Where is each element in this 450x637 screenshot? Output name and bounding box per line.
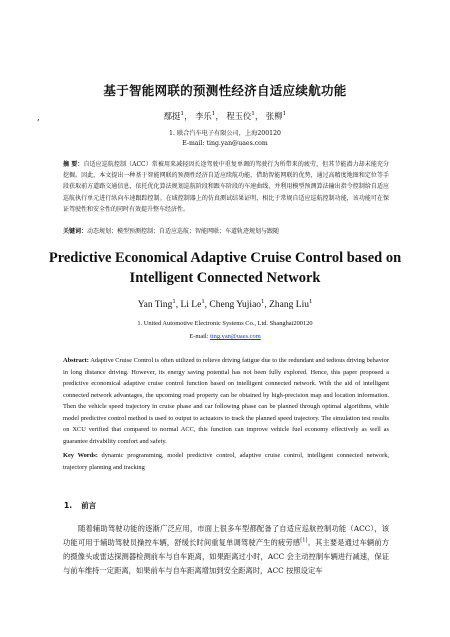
- abstract-text: 自适应巡航控制（ACC）常被用来减轻因长途驾驶中重复单调的驾驶行为所带来的疲劳，但其节能潜力却未能充分挖掘。因此，本文提出一种基于智能网联的预测性经济自适应续航功能，借助智能网联的优势，通过高精度地图和定位等手段获取前方道路交通信息，依托优化算法规划巡航阶段和跟车阶段的车速曲线，并利用模型预测算法输出指令控制给自适应巡航执行单元进行纵向车速跟踪控制。在域控制器上的仿真测试结果证明，相比于常规自适应巡航控制功能，该功能可在保证驾驶性和安全性的同时有效提升整车经济性。: [63, 161, 389, 213]
- keywords-text: dynamic programming, model predictive control, adaptive cruise control, intelligent connected network, trajectory planning and tracking: [63, 452, 389, 471]
- stray-mark: ,: [37, 113, 40, 123]
- email-link[interactable]: ting.yan@uaes.com: [210, 333, 261, 340]
- author: Yan Ting$^1$: [137, 297, 176, 310]
- abstract-label: Abstract:: [63, 357, 89, 364]
- chinese-affiliation: 1. 联合汽车电子有限公司，上海200120: [169, 130, 281, 137]
- abstract-label: 摘 要：: [63, 161, 84, 168]
- section-heading: [64, 500, 96, 511]
- author: Zhang Liu$^1$: [269, 297, 313, 310]
- author: 张柳$^1$: [265, 111, 287, 121]
- chinese-abstract: [63, 159, 389, 215]
- body-paragraph: 随着辅助驾驶功能的逐渐广泛应用，市面上很多车型都配备了自适应巡航控制功能（ACC），该功能可用于辅助驾驶员操控车辆，舒缓长时间重复单调驾驶产生的疲劳感[1]。其主要是通过车辆前方的摄像头或雷达探测器检测前车与自车距离，如果距离过小时，ACC 会主动控制车辆进行减速，保证与前车维持一定距离，如果前车与自车距离增加到安全距离时，ACC 按照设定车: [63, 524, 390, 575]
- chinese-keywords: [63, 226, 389, 235]
- author: 李乐$^1$: [195, 111, 216, 121]
- english-affiliation: 1. United Automotive Electronic Systems Co., Ltd. Shanghai200120: [137, 320, 313, 327]
- chinese-title: 基于智能网联的预测性经济自适应续航功能: [103, 83, 347, 98]
- author: Cheng Yujiao$^1$: [209, 297, 265, 310]
- english-title: Predictive Economical Adaptive Cruise Control based on Intelligent Connected Network: [48, 250, 402, 286]
- author: 程玉佼$^1$: [226, 111, 255, 121]
- abstract-text: Adaptive Cruise Control is often utilized to relieve driving fatigue due to the redundant and tedious driving behavior in long distance driving. However, its energy saving potential has not been fully explored. Hence, this paper proposed a predictive economical adaptive cruise control function based on intelligent connected network. With the aid of intelligent connected network advantages, the upcoming road property can be obtained by high-precision map and location information. Then the vehicle speed trajectory in cruise phase and car following phase can be planned through optimal algorithms, while model predictive control method is used to output to actuators to track the planned speed trajectory. The simulation test results on XCU verified that compared to normal ACC, this function can improve vehicle fuel economy effectively as well as guarantee drivability comfort and safety.: [63, 357, 389, 445]
- keywords-label: 关键词：: [63, 228, 88, 235]
- author: 鄢挺$^1$: [163, 111, 185, 121]
- english-abstract: [63, 355, 389, 447]
- chinese-email: E-mail: ting.yan@uaes.com: [182, 140, 268, 147]
- keywords-label: Key Words:: [63, 452, 98, 459]
- section-number: 1.: [64, 501, 73, 510]
- english-authors: Yan Ting$^1$, Li Le$^1$, Cheng Yujiao$^1$, Zhang Liu$^1$: [137, 297, 313, 310]
- keywords-text: 动态规划；模型预测控制；自适应巡航；智能网联；车道轨迹规划与跟随: [87, 228, 280, 235]
- section-title: 前言: [81, 501, 97, 510]
- english-email: E-mail: ting.yan@uaes.com: [189, 333, 261, 340]
- author: Li Le$^1$: [180, 297, 205, 310]
- citation: [1]: [300, 537, 308, 544]
- english-keywords: [63, 450, 389, 473]
- chinese-authors: 鄢挺$^1$， 李乐$^1$， 程玉佼$^1$， 张柳$^1$: [163, 111, 287, 121]
